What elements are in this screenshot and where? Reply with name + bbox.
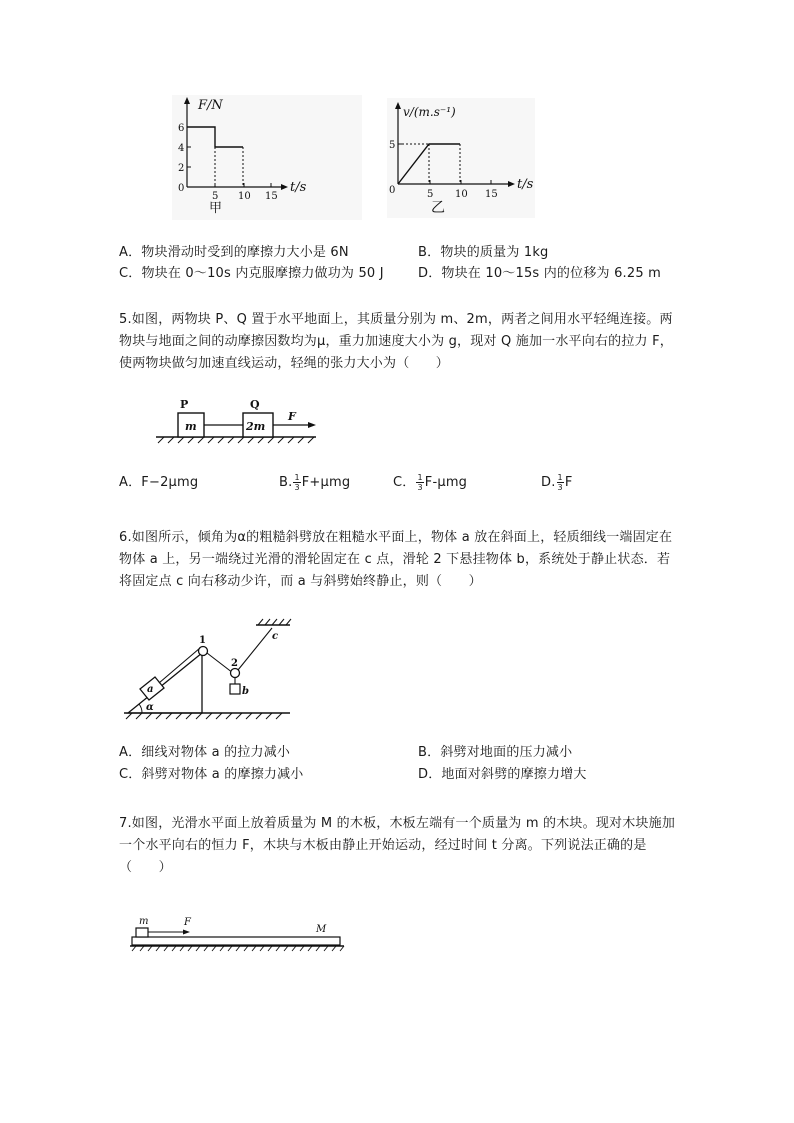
- q6-string-right: [238, 628, 272, 670]
- q6-angle-arc: [139, 704, 142, 713]
- q6-string-mid-left: [207, 653, 233, 673]
- q4-option-b[interactable]: B．物块的质量为 1kg: [418, 245, 549, 260]
- graph-yi-caption: 乙: [431, 200, 445, 216]
- graph-yi-x-label: t/s: [517, 177, 534, 192]
- graph-jia-tick-10: 10: [238, 191, 251, 202]
- q5-option-d[interactable]: [541, 472, 573, 494]
- q5-label-p: P: [180, 398, 189, 411]
- q5-stem: 5.如图，两物块 P、Q 置于水平地面上，其质量分别为 m、2m，两者之间用水平轻绳连接。两物块与地面之间的动摩擦因数均为μ，重力加速度大小为 g，现对 Q 施加一水平向右的拉力 F，使两物块做匀加速直线运动，轻绳的张力大小为（ ）: [119, 312, 673, 371]
- q6-figure: [120, 615, 295, 725]
- q5-option-d-suffix: F: [564, 475, 573, 490]
- q6-pulley-2-label: 2: [231, 658, 238, 669]
- graph-jia: [172, 95, 362, 220]
- q5-option-c[interactable]: [393, 472, 467, 494]
- q7-block-label: m: [139, 916, 149, 927]
- q4-option-a[interactable]: A．物块滑动时受到的摩擦力大小是 6N: [119, 245, 349, 260]
- q5-ground-hatch: [158, 437, 314, 443]
- q5-mass-p: m: [185, 420, 197, 433]
- q7-board-label: M: [316, 924, 327, 935]
- q6-option-d[interactable]: D．地面对斜劈的摩擦力增大: [418, 767, 587, 782]
- graph-jia-tick-2: 2: [178, 163, 185, 174]
- graph-jia-tick-6: 6: [178, 123, 185, 134]
- q6-pulley-1-label: 1: [199, 635, 206, 646]
- graph-yi-tick-x10: 10: [455, 189, 468, 200]
- graph-yi: [387, 98, 535, 218]
- q4-option-d[interactable]: D．物块在 10～15s 内的位移为 6.25 m: [418, 266, 662, 281]
- q6-angle-label: α: [146, 702, 154, 713]
- q5-force-arrowhead: [308, 422, 316, 428]
- q6-block-a-label: a: [147, 684, 154, 695]
- graph-jia-tick-15: 15: [265, 191, 278, 202]
- q6-stem: 6.如图所示，倾角为α的粗糙斜劈放在粗糙水平面上，物体 a 放在斜面上，轻质细线一端固定在物体 a 上，另一端绕过光滑的滑轮固定在 c 点，滑轮 2 下悬挂物体 b，系统处于静止状态．若将固定点 c 向右移动少许，而 a 与斜劈始终静止，则（ ）: [119, 530, 673, 589]
- q5-option-b-suffix: F+μmg: [301, 475, 351, 490]
- graph-jia-y-label: F/N: [198, 98, 223, 113]
- q7-force-label: F: [184, 917, 191, 928]
- q5-option-b[interactable]: [279, 472, 350, 494]
- q5-option-b-prefix: B.: [279, 475, 293, 490]
- q6-ceiling-hatch: [258, 619, 291, 625]
- q5-label-q: Q: [250, 398, 260, 411]
- graph-jia-x-label: t/s: [290, 180, 307, 195]
- graph-jia-tick-4: 4: [178, 143, 185, 154]
- q5-option-c-prefix: C．: [393, 475, 416, 490]
- q4-option-c[interactable]: C．物块在 0～10s 内克服摩擦力做功为 50 J: [119, 266, 384, 281]
- q6-point-c-label: c: [272, 631, 279, 642]
- q5-option-d-prefix: D.: [541, 475, 556, 490]
- graph-jia-tick-5: 5: [212, 191, 219, 202]
- graph-jia-caption: 甲: [209, 201, 223, 216]
- q5-option-b-fraction: $\frac{1}{3}$: [294, 473, 300, 492]
- q5-option-c-suffix: F-μmg: [424, 475, 468, 490]
- q6-option-b[interactable]: B．斜劈对地面的压力减小: [418, 745, 573, 760]
- q6-option-a[interactable]: A．细线对物体 a 的拉力减小: [119, 745, 291, 760]
- q5-option-c-fraction: $\frac{1}{3}$: [417, 473, 423, 492]
- q6-block-b: [230, 684, 240, 694]
- q5-option-a[interactable]: A．F−2μmg: [119, 475, 199, 490]
- q7-block: [136, 928, 148, 937]
- q5-mass-q: 2m: [246, 420, 266, 433]
- q5-option-d-fraction: $\frac{1}{3}$: [557, 473, 563, 492]
- q7-stem: 7.如图，光滑水平面上放着质量为 M 的木板，木板左端有一个质量为 m 的木块。现对木块施加一个水平向右的恒力 F，木块与木板由静止开始运动，经过时间 t 分离。下列说法正确的是（ ）: [119, 816, 676, 875]
- q5-figure: [150, 395, 325, 450]
- q7-force-arrowhead: [183, 930, 190, 935]
- graph-yi-tick-x15: 15: [485, 189, 498, 200]
- graph-jia-tick-0: 0: [178, 183, 185, 194]
- q6-block-b-label: b: [242, 686, 249, 697]
- graph-yi-tick-0: 0: [389, 185, 396, 196]
- graph-yi-tick-5: 5: [389, 140, 396, 151]
- q6-option-c[interactable]: C．斜劈对物体 a 的摩擦力减小: [119, 767, 304, 782]
- q5-force-label: F: [288, 410, 296, 423]
- q7-figure: [126, 910, 348, 956]
- graph-yi-tick-x5: 5: [427, 189, 434, 200]
- q6-ground-hatch: [126, 713, 282, 719]
- graph-yi-y-label: v/(m.s⁻¹): [403, 105, 456, 119]
- q7-board: [132, 937, 340, 945]
- q6-string-a: [159, 648, 200, 683]
